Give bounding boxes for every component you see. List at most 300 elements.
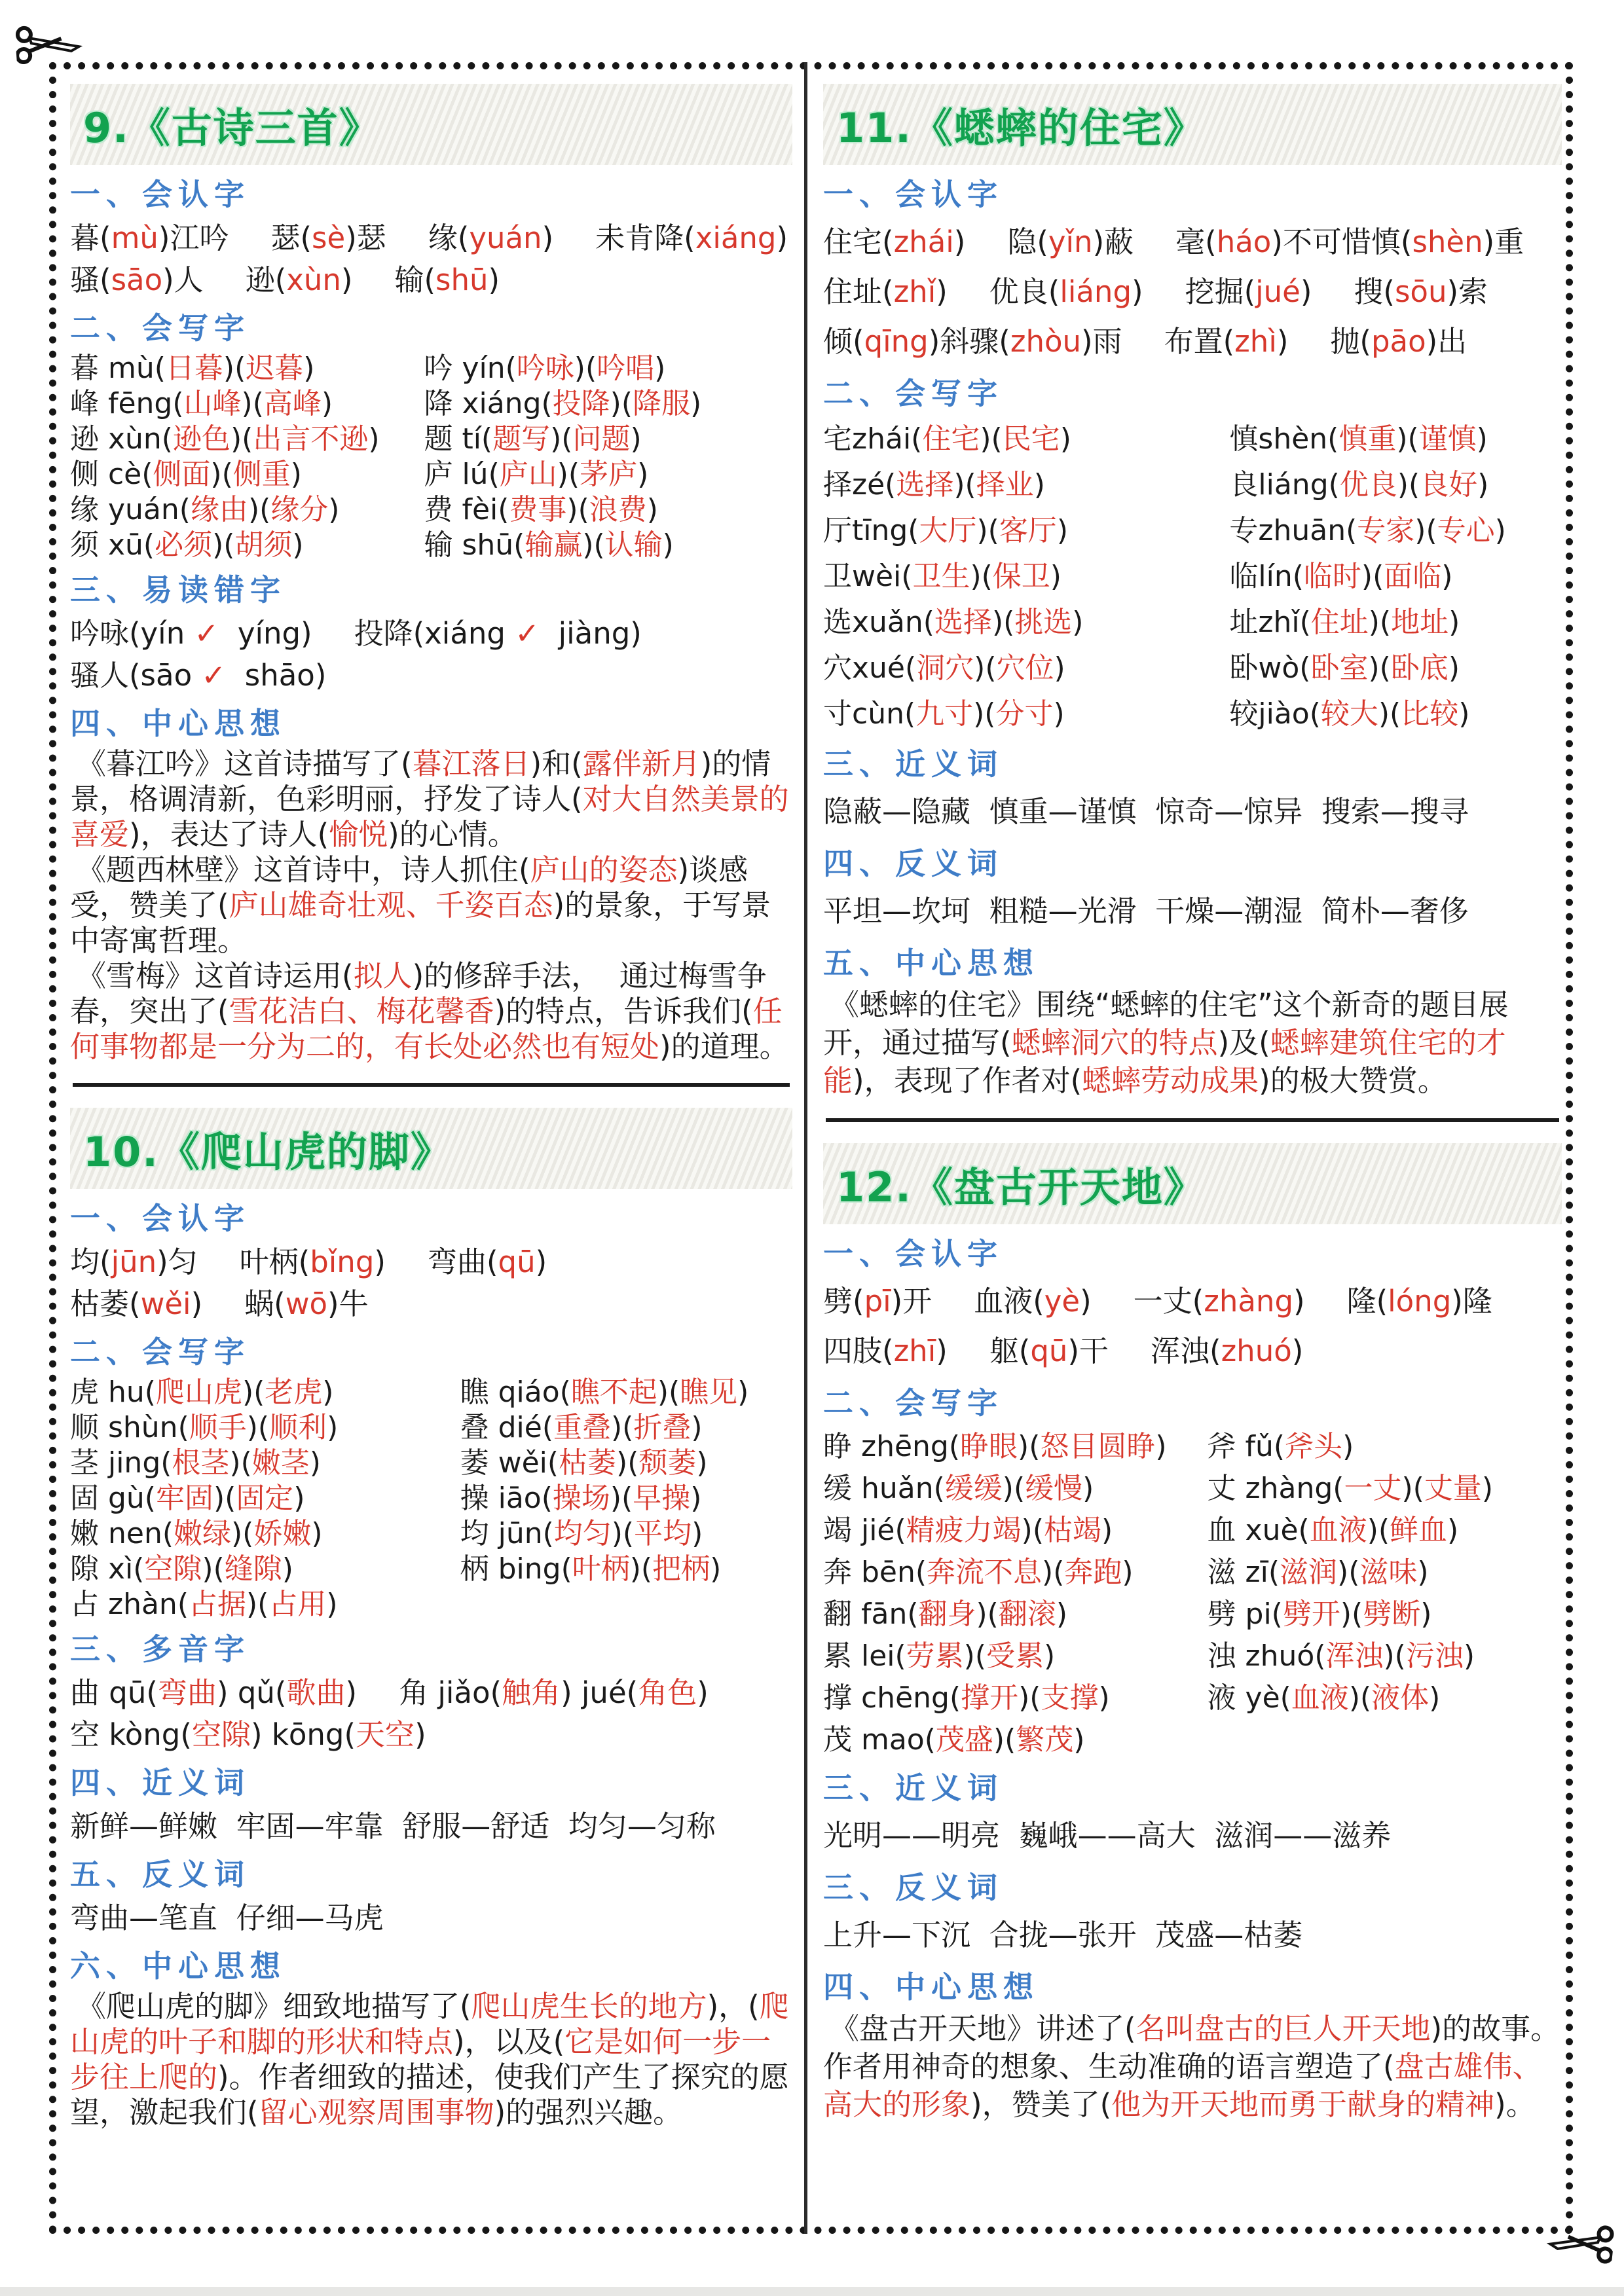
body-text: )人 xyxy=(162,263,204,297)
body-text: 住宅( xyxy=(823,225,894,259)
word-item xyxy=(70,1714,426,1756)
highlight-text: 浑浊 xyxy=(1325,1639,1384,1673)
body-text: )的特点，告诉我们( xyxy=(494,994,753,1029)
body-text: ) xyxy=(936,274,948,309)
left-column xyxy=(70,84,792,2130)
word-cell xyxy=(424,422,792,457)
highlight-text: 良好 xyxy=(1420,468,1478,501)
body-text: 《雪梅》这首诗运用( xyxy=(77,958,354,993)
body-text: ) xyxy=(1300,274,1312,309)
body-text: 滋 zī( xyxy=(1207,1556,1280,1589)
body-text: 吟咏(yín xyxy=(70,616,194,651)
word-item xyxy=(823,787,1469,837)
section-title-band xyxy=(70,1108,792,1189)
highlight-text: 谨慎 xyxy=(1418,422,1477,456)
body-text: 抛( xyxy=(1330,324,1371,359)
body-text: ) xyxy=(282,1552,293,1586)
body-text: )( xyxy=(953,468,976,501)
body-text: ) xyxy=(1429,1681,1441,1715)
word-line xyxy=(823,1277,1562,1326)
word-item xyxy=(1151,1326,1303,1376)
highlight-text: 卫生 xyxy=(912,560,970,593)
section-title: 10.《爬山虎的脚》 xyxy=(83,1127,452,1176)
highlight-text: 吟咏 xyxy=(516,352,574,385)
word-cell xyxy=(823,1552,1208,1594)
body-text: ) xyxy=(328,493,340,526)
body-text: ) jué( xyxy=(561,1675,638,1710)
body-text: )( xyxy=(1337,1556,1360,1589)
highlight-text: 操场 xyxy=(552,1482,610,1515)
highlight-text: 斧头 xyxy=(1285,1430,1343,1463)
body-text: ) xyxy=(690,387,702,420)
highlight-text: pī xyxy=(864,1284,891,1319)
highlight-text: 留心观察周围事物 xyxy=(258,2095,494,2130)
body-text: )( xyxy=(213,1482,236,1515)
highlight-text: 鲜血 xyxy=(1390,1514,1448,1547)
word-cell xyxy=(70,492,424,528)
subsection-heading: 三、易读错字 xyxy=(70,572,286,608)
highlight-text: 茅庐 xyxy=(580,458,638,491)
body-text: ) xyxy=(1053,697,1065,731)
body-text: ) xyxy=(321,387,333,420)
word-item xyxy=(823,267,948,317)
highlight-text: yuán xyxy=(469,221,542,255)
highlight-text: 占用 xyxy=(268,1588,327,1621)
highlight-text: 一丈 xyxy=(1344,1472,1402,1505)
body-text: )( xyxy=(223,352,246,385)
highlight-text: 洞穴 xyxy=(916,651,974,685)
body-text: )的景象，于写景中寄寓哲理。 xyxy=(70,888,771,958)
highlight-text: 把柄 xyxy=(652,1552,710,1586)
body-text: ) xyxy=(488,263,500,297)
body-text: 骚人(sāo xyxy=(70,658,202,693)
word-cell xyxy=(70,1552,460,1587)
body-text: ) xyxy=(1463,1639,1475,1673)
word-cell xyxy=(1229,416,1562,462)
body-text: ) xyxy=(936,1334,948,1368)
word-item xyxy=(823,217,965,267)
subsection-heading: 一、会认字 xyxy=(70,1201,250,1236)
word-item xyxy=(823,317,1122,367)
highlight-text: 选择 xyxy=(896,468,954,501)
body-text: 隐( xyxy=(1007,225,1048,259)
highlight-text: 庐山 xyxy=(499,458,557,491)
body-text: 隐蔽—隐藏 慎重—谨慎 惊奇—惊异 搜索—搜寻 xyxy=(823,794,1469,829)
body-text: ) xyxy=(1072,606,1084,639)
body-text: ) xyxy=(1441,560,1453,593)
body-text: 固 gù( xyxy=(70,1482,156,1515)
body-text: ) xyxy=(290,458,302,491)
highlight-text: qū xyxy=(498,1245,536,1279)
body-text: 侧 cè( xyxy=(70,458,153,491)
highlight-text: 侧重 xyxy=(232,458,291,491)
body-text: ) xyxy=(311,1517,323,1550)
highlight-text: 分寸 xyxy=(995,697,1054,731)
highlight-text: 必须 xyxy=(155,528,213,562)
highlight-text: jūn xyxy=(111,1245,157,1279)
subsection-heading: 四、中心思想 xyxy=(823,1969,1039,2005)
highlight-text: shū xyxy=(435,263,489,297)
word-line xyxy=(70,613,792,655)
body-text: )( xyxy=(976,1597,999,1631)
highlight-text: 出言不逊 xyxy=(253,422,369,456)
word-cell xyxy=(70,386,424,422)
word-cell xyxy=(823,554,1229,600)
highlight-text: 保卫 xyxy=(992,560,1050,593)
highlight-text: 客厅 xyxy=(999,514,1057,547)
highlight-text: 弯曲 xyxy=(157,1675,217,1710)
body-text: 住址( xyxy=(823,274,894,309)
word-item xyxy=(595,217,788,259)
highlight-text: 歌曲 xyxy=(286,1675,346,1710)
section-title: 12.《盘古开天地》 xyxy=(836,1163,1206,1211)
highlight-text: 爬山虎的叶子和脚的形状和特点 xyxy=(70,1989,789,2059)
highlight-text: zhì xyxy=(1234,324,1277,359)
section-divider xyxy=(826,1118,1559,1122)
body-text: )( xyxy=(1002,1472,1025,1505)
body-text: )( xyxy=(241,387,264,420)
word-cell xyxy=(823,600,1229,646)
body-text: )重 xyxy=(1483,225,1524,259)
highlight-text: 滋润 xyxy=(1280,1556,1338,1589)
body-text: )( xyxy=(991,606,1015,639)
highlight-text: 迟暮 xyxy=(246,352,304,385)
word-cell xyxy=(460,1587,792,1622)
word-line xyxy=(823,787,1562,837)
body-text: )( xyxy=(629,1552,653,1586)
word-cell xyxy=(823,646,1229,691)
body-text: jiàng) xyxy=(540,616,642,651)
body-text: )( xyxy=(611,1411,634,1444)
body-text: ) xyxy=(1080,1284,1092,1319)
body-text: 《爬山虎的脚》细致地描写了( xyxy=(77,1989,471,2024)
body-text: 《蟋蟀的住宅》围绕“蟋蟀的住宅”这个新奇的题目展开，通过描写( xyxy=(823,987,1509,1060)
body-text: )( xyxy=(1396,422,1419,456)
body-text: ) xyxy=(374,1245,386,1279)
highlight-text: 日暮 xyxy=(165,352,223,385)
words-grid xyxy=(823,416,1562,737)
word-line xyxy=(70,1714,792,1756)
highlight-text: xùn xyxy=(286,263,341,297)
highlight-text: 撑开 xyxy=(961,1681,1019,1715)
body-text: 翻 fān( xyxy=(823,1597,919,1631)
word-item xyxy=(823,1910,1302,1960)
word-cell xyxy=(70,422,424,457)
body-text: 上升—下沉 合拢—张开 茂盛—枯萎 xyxy=(823,1918,1303,1952)
word-line xyxy=(823,1910,1562,1960)
highlight-text: 露伴新月 xyxy=(582,746,701,781)
body-text: ) xyxy=(662,528,674,562)
body-text: )( xyxy=(574,352,597,385)
subsection-heading: 三、近义词 xyxy=(823,1770,1003,1806)
body-text: 虎 hu( xyxy=(70,1376,156,1409)
body-text: ) xyxy=(646,493,658,526)
word-cell xyxy=(70,528,424,563)
highlight-text: 顺利 xyxy=(269,1411,327,1444)
word-item xyxy=(1175,217,1524,267)
highlight-text: 选择 xyxy=(934,606,992,639)
body-text: ) xyxy=(535,1245,547,1279)
body-text: 枯萎( xyxy=(70,1286,141,1321)
paragraph xyxy=(823,2010,1562,2124)
body-text: 输 shū( xyxy=(424,528,525,562)
body-text: ) xyxy=(1477,468,1489,501)
highlight-text: 任何事物都是一分为二的，有长处必然也有短处 xyxy=(70,994,783,1064)
word-line xyxy=(70,1897,792,1939)
word-cell xyxy=(1208,1552,1562,1594)
body-text: 劈 pi( xyxy=(1207,1597,1283,1631)
highlight-text: 他为开天地而勇于献身的精神 xyxy=(1111,2087,1495,2122)
highlight-text: 庐山雄奇壮观、千姿百态 xyxy=(229,888,553,922)
word-cell xyxy=(70,1375,460,1410)
body-text: 专zhuān( xyxy=(1229,514,1357,547)
word-item xyxy=(70,1672,357,1714)
highlight-text: 胡须 xyxy=(234,528,293,562)
highlight-text: 住址 xyxy=(1310,606,1369,639)
word-cell xyxy=(70,1446,460,1481)
body-text: 逊 xùn( xyxy=(70,422,173,456)
highlight-text: 受累 xyxy=(986,1639,1044,1673)
subsection-heading: 五、中心思想 xyxy=(823,945,1039,981)
body-text: 庐 lú( xyxy=(424,458,500,491)
subsection-heading: 四、反义词 xyxy=(823,846,1003,881)
word-line xyxy=(823,267,1562,317)
body-text: )( xyxy=(980,422,1003,456)
word-line xyxy=(70,1283,792,1325)
word-item xyxy=(1354,267,1488,317)
highlight-text: 专心 xyxy=(1437,514,1495,547)
highlight-text: zhǐ xyxy=(893,274,936,309)
word-cell xyxy=(70,1587,460,1622)
body-text: 搜( xyxy=(1354,274,1395,309)
word-cell xyxy=(1208,1468,1562,1510)
body-text: 曲 qū( xyxy=(70,1675,158,1710)
highlight-text: zhī xyxy=(893,1334,936,1368)
word-item xyxy=(70,613,312,655)
word-item xyxy=(989,267,1143,317)
word-item xyxy=(1330,317,1467,367)
highlight-text: zhái xyxy=(893,225,954,259)
body-text: 柄 bing( xyxy=(460,1552,572,1586)
highlight-text: 愉悦 xyxy=(329,817,388,852)
body-text: ) xyxy=(630,422,642,456)
word-item xyxy=(270,217,386,259)
body-text: )瑟 xyxy=(345,221,386,255)
highlight-text: liáng xyxy=(1060,274,1132,309)
body-text: ) xyxy=(1420,1597,1432,1631)
highlight-text: 临时 xyxy=(1303,560,1361,593)
highlight-text: 较大 xyxy=(1320,697,1378,731)
body-text: 良liáng( xyxy=(1229,468,1340,501)
body-text: ) xyxy=(1476,422,1488,456)
body-text: 空 kòng( xyxy=(70,1717,192,1752)
body-text: )。作者细致的描述，使我们产生了探究的愿望，激起我们( xyxy=(70,2060,789,2130)
body-text: 选xuǎn( xyxy=(823,606,934,639)
highlight-text: 嫩绿 xyxy=(174,1517,231,1550)
highlight-text: 奔流不息 xyxy=(927,1556,1043,1589)
highlight-text: 问题 xyxy=(572,422,631,456)
word-cell xyxy=(70,1516,460,1552)
scissors-icon xyxy=(14,20,89,68)
highlight-text: 暮江落日 xyxy=(412,746,530,781)
word-cell xyxy=(823,462,1229,508)
body-text: ) xyxy=(696,1446,708,1480)
body-text: ) qǔ( xyxy=(216,1675,287,1710)
body-text: ) xyxy=(691,1411,703,1444)
body-text: )和( xyxy=(530,746,583,781)
body-text: 撑 chēng( xyxy=(823,1681,961,1715)
word-line xyxy=(823,1811,1562,1861)
body-text: 丈 zhàng( xyxy=(1207,1472,1344,1505)
body-text: ) xyxy=(1056,1597,1068,1631)
body-text: ) xyxy=(1447,1514,1459,1547)
highlight-text: 娇嫩 xyxy=(253,1517,312,1550)
body-text: )及( xyxy=(1217,1025,1270,1060)
word-line xyxy=(823,217,1562,267)
body-text: 弯曲( xyxy=(427,1245,498,1279)
body-text: 费 fèi( xyxy=(424,493,509,526)
body-text: 暮 mù( xyxy=(70,352,166,385)
highlight-text: sè xyxy=(312,221,346,255)
body-text: )的道理。 xyxy=(659,1029,789,1064)
word-cell xyxy=(424,457,792,492)
body-text: 奔 bēn( xyxy=(823,1556,927,1589)
section-divider xyxy=(73,1083,790,1087)
body-text: 宅zhái( xyxy=(823,422,923,456)
words-grid xyxy=(70,1375,792,1622)
body-text: 隆( xyxy=(1346,1284,1388,1319)
body-text: 血液( xyxy=(974,1284,1044,1319)
body-text: ) xyxy=(1342,1430,1354,1463)
body-text: 操 iāo( xyxy=(460,1482,553,1515)
body-text: 劈( xyxy=(823,1284,864,1319)
subsection-heading: 三、近义词 xyxy=(823,746,1003,782)
body-text: )雨 xyxy=(1081,324,1122,359)
highlight-text: 固定 xyxy=(236,1482,294,1515)
body-text: ) xyxy=(1132,274,1143,309)
highlight-text: 穴位 xyxy=(996,651,1054,685)
body-text: 一丈( xyxy=(1133,1284,1204,1319)
body-text: )( xyxy=(550,422,573,456)
body-text: 峰 fēng( xyxy=(70,387,184,420)
highlight-text: shèn xyxy=(1412,225,1483,259)
word-cell xyxy=(823,691,1229,737)
word-cell xyxy=(1229,554,1562,600)
highlight-text: 天空 xyxy=(356,1717,415,1752)
body-text: )的修辞手法， 通过梅雪争春，突出了( xyxy=(70,958,767,1029)
subsection-heading: 二、会写字 xyxy=(70,310,250,346)
body-text: ) xyxy=(1098,1681,1110,1715)
highlight-text: 慎重 xyxy=(1338,422,1397,456)
highlight-text: 均匀 xyxy=(553,1517,612,1550)
highlight-text: 劈开 xyxy=(1282,1597,1340,1631)
body-text: ) xyxy=(1082,1472,1094,1505)
highlight-text: ✓ xyxy=(515,616,540,651)
body-text: 毫( xyxy=(1175,225,1217,259)
highlight-text: 降服 xyxy=(633,387,691,420)
subsection-heading: 一、会认字 xyxy=(823,177,1003,212)
body-text: 瞧 qiáo( xyxy=(460,1376,571,1409)
body-text: 茎 jing( xyxy=(70,1446,172,1480)
body-text: )索 xyxy=(1447,274,1488,309)
word-item xyxy=(70,1806,716,1848)
word-item xyxy=(70,655,326,697)
word-cell xyxy=(1229,508,1562,554)
word-line xyxy=(70,217,792,259)
highlight-text: 早操 xyxy=(633,1482,691,1515)
body-text: )( xyxy=(1018,1430,1041,1463)
body-text: ) xyxy=(292,528,304,562)
highlight-text: 劈断 xyxy=(1363,1597,1421,1631)
highlight-text: 大厅 xyxy=(919,514,977,547)
highlight-text: 重叠 xyxy=(553,1411,611,1444)
body-text: 未肯降( xyxy=(595,221,695,255)
highlight-text: 折叠 xyxy=(633,1411,692,1444)
word-cell xyxy=(1229,600,1562,646)
highlight-text: 角色 xyxy=(638,1675,697,1710)
word-cell xyxy=(1208,1635,1562,1677)
highlight-text: 拟人 xyxy=(353,958,413,993)
word-cell xyxy=(823,1468,1208,1510)
highlight-text: 血液 xyxy=(1309,1514,1367,1547)
body-text: 暮( xyxy=(70,221,111,255)
body-text: ) xyxy=(1044,1639,1056,1673)
highlight-text: pāo xyxy=(1371,324,1426,359)
highlight-text: 爬山虎生长的地方 xyxy=(471,1989,707,2024)
body-text: 降 xiáng( xyxy=(424,387,553,420)
highlight-text: 高峰 xyxy=(263,387,322,420)
body-text: )牛 xyxy=(327,1286,369,1321)
body-text: )( xyxy=(963,1639,987,1673)
body-text: )出 xyxy=(1426,324,1467,359)
highlight-text: sōu xyxy=(1394,274,1447,309)
highlight-text: 缝隙 xyxy=(224,1552,282,1586)
highlight-text: 蟋蟀洞穴的特点 xyxy=(1011,1025,1218,1060)
word-cell xyxy=(460,1516,792,1552)
highlight-text: 翻身 xyxy=(918,1597,976,1631)
body-text: 择zé( xyxy=(823,468,896,501)
body-text: 须 xū( xyxy=(70,528,155,562)
highlight-text: 逊色 xyxy=(172,422,231,456)
body-text: 骚( xyxy=(70,263,111,297)
body-text: ) xyxy=(368,422,380,456)
body-text: 穴xué( xyxy=(823,651,917,685)
highlight-text: 投降 xyxy=(552,387,610,420)
body-text: )干 xyxy=(1067,1334,1109,1368)
word-cell xyxy=(1208,1677,1562,1719)
body-text: ) xyxy=(1449,606,1460,639)
highlight-text: 牢固 xyxy=(155,1482,213,1515)
body-text: 厅tīng( xyxy=(823,514,919,547)
body-text: 优良( xyxy=(989,274,1060,309)
body-text: ) xyxy=(1101,1514,1113,1547)
word-cell xyxy=(424,528,792,563)
body-text: )开 xyxy=(891,1284,932,1319)
word-item xyxy=(394,259,500,301)
highlight-text: 根茎 xyxy=(172,1446,230,1480)
body-text: ) xyxy=(1458,697,1470,731)
paragraph xyxy=(70,852,792,958)
word-item xyxy=(974,1277,1091,1326)
body-text: 累 lei( xyxy=(823,1639,906,1673)
highlight-text: 输赢 xyxy=(525,528,583,562)
body-text: ) xyxy=(542,221,554,255)
body-text: )不可惜慎( xyxy=(1271,225,1412,259)
body-text: )( xyxy=(1367,1514,1390,1547)
word-item xyxy=(823,886,1469,936)
highlight-text: 劳累 xyxy=(906,1639,964,1673)
body-text: 题 tí( xyxy=(424,422,493,456)
